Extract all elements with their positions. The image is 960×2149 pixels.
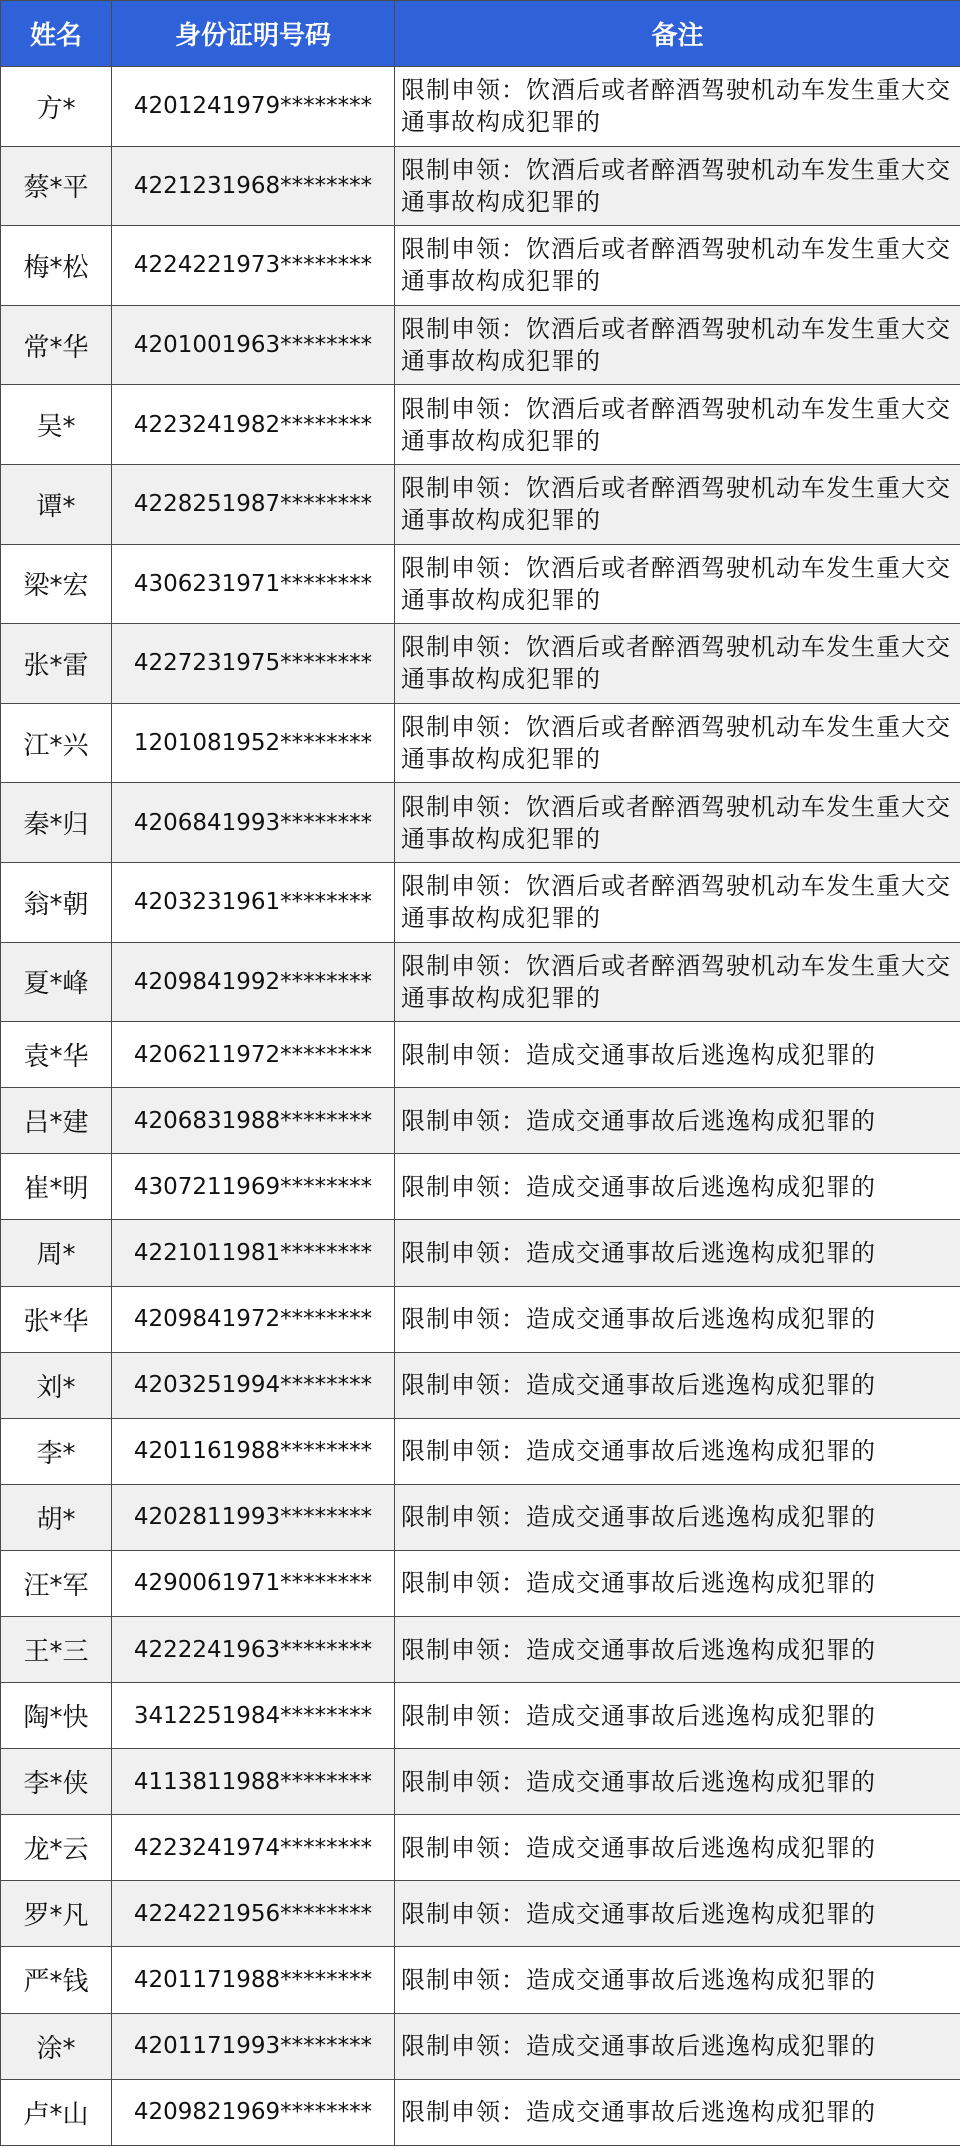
name-cell: 梁*宏 [1, 544, 112, 624]
name-cell: 张*雷 [1, 624, 112, 704]
table-row [1, 783, 960, 863]
note-cell: 限制申领：造成交通事故后逃逸构成犯罪的 [395, 1616, 960, 1682]
id-cell: 4209821969******** [112, 2079, 395, 2145]
id-cell: 4224221973******** [112, 226, 395, 306]
id-cell: 4306231971******** [112, 544, 395, 624]
id-cell: 4201161988******** [112, 1418, 395, 1484]
table-row [1, 1616, 960, 1682]
id-cell: 4201241979******** [112, 67, 395, 147]
table-row [1, 67, 960, 147]
note-cell: 限制申领：造成交通事故后逃逸构成犯罪的 [395, 1022, 960, 1088]
table-row [1, 1683, 960, 1749]
note-cell: 限制申领：饮酒后或者醉酒驾驶机动车发生重大交通事故构成犯罪的 [395, 544, 960, 624]
id-cell: 1201081952******** [112, 703, 395, 783]
name-cell: 刘* [1, 1352, 112, 1418]
table-row [1, 2013, 960, 2079]
name-cell: 吕*建 [1, 1088, 112, 1154]
note-cell: 限制申领：饮酒后或者醉酒驾驶机动车发生重大交通事故构成犯罪的 [395, 146, 960, 226]
name-cell: 袁*华 [1, 1022, 112, 1088]
table-row [1, 2079, 960, 2145]
name-cell: 汪*军 [1, 1550, 112, 1616]
table-row [1, 1088, 960, 1154]
table-row [1, 703, 960, 783]
table-row [1, 1550, 960, 1616]
note-cell: 限制申领：饮酒后或者醉酒驾驶机动车发生重大交通事故构成犯罪的 [395, 464, 960, 544]
table-body [1, 67, 960, 2146]
name-cell: 江*兴 [1, 703, 112, 783]
id-cell: 4222241963******** [112, 1616, 395, 1682]
table-row [1, 464, 960, 544]
name-cell: 翁*朝 [1, 862, 112, 942]
table-row [1, 1484, 960, 1550]
name-cell: 崔*明 [1, 1154, 112, 1220]
name-cell: 周* [1, 1220, 112, 1286]
name-cell: 王*三 [1, 1616, 112, 1682]
note-cell: 限制申领：饮酒后或者醉酒驾驶机动车发生重大交通事故构成犯罪的 [395, 862, 960, 942]
table-row [1, 1220, 960, 1286]
name-cell: 梅*松 [1, 226, 112, 306]
name-cell: 李* [1, 1418, 112, 1484]
id-cell: 4221231968******** [112, 146, 395, 226]
name-cell: 陶*快 [1, 1683, 112, 1749]
name-cell: 罗*凡 [1, 1881, 112, 1947]
id-cell: 3412251984******** [112, 1683, 395, 1749]
note-cell: 限制申领：造成交通事故后逃逸构成犯罪的 [395, 2013, 960, 2079]
id-cell: 4224221956******** [112, 1881, 395, 1947]
table-row [1, 305, 960, 385]
note-cell: 限制申领：造成交通事故后逃逸构成犯罪的 [395, 1352, 960, 1418]
table-row [1, 385, 960, 465]
table-row [1, 1022, 960, 1088]
note-cell: 限制申领：造成交通事故后逃逸构成犯罪的 [395, 1220, 960, 1286]
name-cell: 方* [1, 67, 112, 147]
note-cell: 限制申领：造成交通事故后逃逸构成犯罪的 [395, 1550, 960, 1616]
note-cell: 限制申领：饮酒后或者醉酒驾驶机动车发生重大交通事故构成犯罪的 [395, 703, 960, 783]
note-cell: 限制申领：造成交通事故后逃逸构成犯罪的 [395, 1088, 960, 1154]
table-row [1, 862, 960, 942]
header-id: 身份证明号码 [112, 1, 395, 67]
table-row [1, 624, 960, 704]
id-cell: 4201001963******** [112, 305, 395, 385]
note-cell: 限制申领：饮酒后或者醉酒驾驶机动车发生重大交通事故构成犯罪的 [395, 67, 960, 147]
id-cell: 4221011981******** [112, 1220, 395, 1286]
name-cell: 蔡*平 [1, 146, 112, 226]
header-note: 备注 [395, 1, 960, 67]
id-cell: 4206211972******** [112, 1022, 395, 1088]
name-cell: 秦*归 [1, 783, 112, 863]
note-cell: 限制申领：造成交通事故后逃逸构成犯罪的 [395, 1815, 960, 1881]
table-row [1, 146, 960, 226]
id-cell: 4307211969******** [112, 1154, 395, 1220]
note-cell: 限制申领：饮酒后或者醉酒驾驶机动车发生重大交通事故构成犯罪的 [395, 942, 960, 1022]
note-cell: 限制申领：造成交通事故后逃逸构成犯罪的 [395, 1418, 960, 1484]
note-cell: 限制申领：造成交通事故后逃逸构成犯罪的 [395, 2079, 960, 2145]
table-row [1, 226, 960, 306]
note-cell: 限制申领：造成交通事故后逃逸构成犯罪的 [395, 1286, 960, 1352]
header-name: 姓名 [1, 1, 112, 67]
id-cell: 4206831988******** [112, 1088, 395, 1154]
id-cell: 4202811993******** [112, 1484, 395, 1550]
name-cell: 常*华 [1, 305, 112, 385]
name-cell: 涂* [1, 2013, 112, 2079]
table-row [1, 544, 960, 624]
name-cell: 胡* [1, 1484, 112, 1550]
id-cell: 4223241974******** [112, 1815, 395, 1881]
id-cell: 4113811988******** [112, 1749, 395, 1815]
note-cell: 限制申领：饮酒后或者醉酒驾驶机动车发生重大交通事故构成犯罪的 [395, 226, 960, 306]
table-row [1, 942, 960, 1022]
id-cell: 4228251987******** [112, 464, 395, 544]
table-row [1, 1352, 960, 1418]
id-cell: 4201171988******** [112, 1947, 395, 2013]
note-cell: 限制申领：造成交通事故后逃逸构成犯罪的 [395, 1749, 960, 1815]
id-cell: 4209841992******** [112, 942, 395, 1022]
name-cell: 夏*峰 [1, 942, 112, 1022]
note-cell: 限制申领：饮酒后或者醉酒驾驶机动车发生重大交通事故构成犯罪的 [395, 783, 960, 863]
id-cell: 4203251994******** [112, 1352, 395, 1418]
note-cell: 限制申领：饮酒后或者醉酒驾驶机动车发生重大交通事故构成犯罪的 [395, 624, 960, 704]
id-cell: 4209841972******** [112, 1286, 395, 1352]
note-cell: 限制申领：饮酒后或者醉酒驾驶机动车发生重大交通事故构成犯罪的 [395, 385, 960, 465]
note-cell: 限制申领：造成交通事故后逃逸构成犯罪的 [395, 1154, 960, 1220]
table-row [1, 1418, 960, 1484]
id-cell: 4206841993******** [112, 783, 395, 863]
note-cell: 限制申领：造成交通事故后逃逸构成犯罪的 [395, 1683, 960, 1749]
id-cell: 4223241982******** [112, 385, 395, 465]
note-cell: 限制申领：造成交通事故后逃逸构成犯罪的 [395, 1484, 960, 1550]
note-cell: 限制申领：造成交通事故后逃逸构成犯罪的 [395, 1947, 960, 2013]
id-cell: 4201171993******** [112, 2013, 395, 2079]
table-row [1, 1286, 960, 1352]
id-cell: 4290061971******** [112, 1550, 395, 1616]
name-cell: 龙*云 [1, 1815, 112, 1881]
id-cell: 4227231975******** [112, 624, 395, 704]
table-row [1, 1881, 960, 1947]
table-row [1, 1947, 960, 2013]
note-cell: 限制申领：饮酒后或者醉酒驾驶机动车发生重大交通事故构成犯罪的 [395, 305, 960, 385]
table-row [1, 1749, 960, 1815]
table-row [1, 1815, 960, 1881]
name-cell: 吴* [1, 385, 112, 465]
name-cell: 严*钱 [1, 1947, 112, 2013]
name-cell: 张*华 [1, 1286, 112, 1352]
name-cell: 卢*山 [1, 2079, 112, 2145]
table-header-row [1, 1, 960, 67]
name-cell: 李*侠 [1, 1749, 112, 1815]
table-row [1, 1154, 960, 1220]
id-cell: 4203231961******** [112, 862, 395, 942]
note-cell: 限制申领：造成交通事故后逃逸构成犯罪的 [395, 1881, 960, 1947]
name-cell: 谭* [1, 464, 112, 544]
